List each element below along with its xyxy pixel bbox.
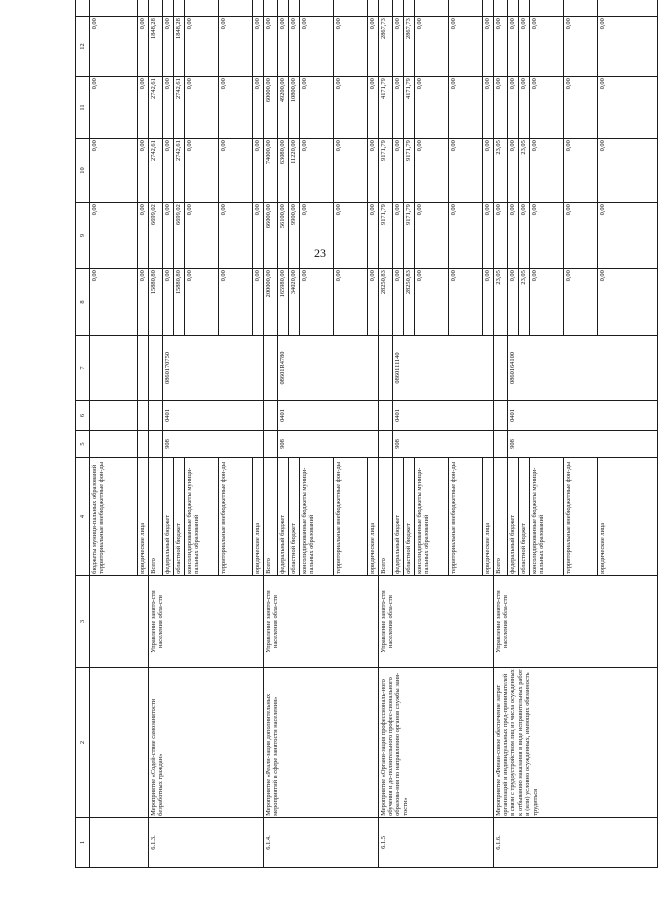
column-number: 12 <box>76 17 90 77</box>
budget-table <box>75 0 658 868</box>
executor: Управление занято-сти населения обла-сти <box>494 576 658 668</box>
amount-cell: 0,00 <box>138 139 149 203</box>
amount-cell: 0,00 <box>90 139 138 203</box>
amount-cell: 0,00 <box>530 17 564 77</box>
kbk-empty <box>264 336 278 401</box>
funding-source: областной бюджет <box>174 458 185 576</box>
amount-cell: 0,00 <box>253 269 264 336</box>
amount-cell: 0,00 <box>278 17 289 77</box>
column-number: 5 <box>76 431 90 458</box>
amount-cell: 0,00 <box>138 17 149 77</box>
amount-cell: 0,00 <box>219 269 253 336</box>
amount-cell: 0,00 <box>494 203 508 269</box>
amount-cell: 66000,00 <box>264 203 278 269</box>
amount-cell: 2742,61 <box>149 77 163 139</box>
column-number: 8 <box>76 269 90 336</box>
amount-cell: 0,00 <box>334 269 368 336</box>
table-row <box>149 0 163 868</box>
amount-cell: 9171,79 <box>404 139 415 203</box>
amount-cell: 0,00 <box>334 77 368 139</box>
section-code: 0401 <box>393 401 494 431</box>
executor <box>90 576 149 668</box>
amount-cell: 0,00 <box>253 203 264 269</box>
amount-cell: 2867,73 <box>379 17 393 77</box>
amount-cell: 0,00 <box>300 17 334 77</box>
event-code: 6.1.4. <box>264 818 379 868</box>
kbk-empty <box>264 431 278 458</box>
amount-cell: 6699,02 <box>174 203 185 269</box>
column-number: 4 <box>76 458 90 576</box>
amount-cell: 2742,61 <box>174 139 185 203</box>
kbk-empty <box>494 336 508 401</box>
amount-cell: 23,05 <box>494 139 508 203</box>
amount-cell: 0,00 <box>483 203 494 269</box>
rotated-table-frame <box>75 18 615 868</box>
amount-cell: 60000,00 <box>264 77 278 139</box>
amount-cell: 0,00 <box>393 77 404 139</box>
funding-source: юридические лица <box>368 458 379 576</box>
amount-cell: 0,00 <box>598 139 658 203</box>
funding-source: Всего <box>264 458 278 576</box>
amount-cell: 49200,00 <box>278 77 289 139</box>
amount-cell <box>219 0 253 17</box>
funding-source: юридические лица <box>483 458 494 576</box>
funding-source: консолидированные бюджеты муници-пальных образований <box>415 458 449 576</box>
amount-cell: 1848,28 <box>174 17 185 77</box>
event-code: 6.1.6. <box>494 818 658 868</box>
amount-cell: 0,00 <box>508 77 519 139</box>
kbk-empty <box>90 336 138 401</box>
event-name: Мероприятие «Содей-ствие самозанятости безработных граждан» <box>149 668 264 818</box>
amount-cell <box>598 0 658 17</box>
table-body <box>76 0 658 868</box>
amount-cell: 0,00 <box>564 139 598 203</box>
amount-cell: 0,00 <box>334 17 368 77</box>
grbs-code: 908 <box>278 431 379 458</box>
column-number: 10 <box>76 139 90 203</box>
amount-cell: 0,00 <box>449 77 483 139</box>
target-article-code: 0860170750 <box>163 336 264 401</box>
column-number: 1 <box>76 818 90 868</box>
target-article-code: 08601R4780 <box>278 336 379 401</box>
amount-cell: 0,00 <box>334 203 368 269</box>
amount-cell: 0,00 <box>530 77 564 139</box>
amount-cell: 0,00 <box>253 139 264 203</box>
amount-cell: 0,00 <box>415 77 449 139</box>
amount-cell: 0,00 <box>90 203 138 269</box>
amount-cell: 0,00 <box>219 77 253 139</box>
column-number: 11 <box>76 77 90 139</box>
amount-cell: 1848,28 <box>149 17 163 77</box>
amount-cell: 0,00 <box>483 269 494 336</box>
amount-cell: 0,00 <box>508 139 519 203</box>
funding-source: консолидированные бюджеты муници-пальных образований <box>300 458 334 576</box>
section-code <box>138 401 149 431</box>
funding-source: консолидированные бюджеты муници-пальных образований <box>185 458 219 576</box>
amount-cell: 15880,80 <box>174 269 185 336</box>
amount-cell <box>415 0 449 17</box>
amount-cell: 0,00 <box>90 17 138 77</box>
funding-source: Всего <box>379 458 393 576</box>
amount-cell: 9171,79 <box>379 139 393 203</box>
amount-cell <box>449 0 483 17</box>
amount-cell <box>90 0 138 17</box>
amount-cell: 0,00 <box>219 139 253 203</box>
funding-source: Всего <box>494 458 508 576</box>
funding-source: федеральный бюджет <box>508 458 519 576</box>
amount-cell: 0,00 <box>138 203 149 269</box>
section-code: 0401 <box>163 401 264 431</box>
kbk-empty <box>90 401 138 431</box>
amount-cell: 0,00 <box>138 269 149 336</box>
funding-source: Всего <box>149 458 163 576</box>
target-article-code: 0860111140 <box>393 336 494 401</box>
amount-cell <box>138 0 149 17</box>
amount-cell: 28250,83 <box>404 269 415 336</box>
event-code <box>90 818 149 868</box>
grbs-code: 908 <box>508 431 658 458</box>
amount-cell: 0,00 <box>449 17 483 77</box>
event-name <box>90 668 149 818</box>
amount-cell: 0,00 <box>508 269 519 336</box>
amount-cell: 9171,79 <box>379 203 393 269</box>
amount-cell <box>393 0 404 17</box>
amount-cell: 9900,00 <box>289 203 300 269</box>
table-row <box>379 0 393 868</box>
amount-cell: 0,00 <box>90 77 138 139</box>
amount-cell: 63080,00 <box>278 139 289 203</box>
funding-source: территориальные внебюджетные фон-ды <box>219 458 253 576</box>
amount-cell: 15880,80 <box>149 269 163 336</box>
page-number: 23 <box>314 246 326 260</box>
amount-cell: 0,00 <box>163 269 174 336</box>
executor: Управление занято-сти населения обла-сти <box>379 576 494 668</box>
amount-cell: 0,00 <box>185 203 219 269</box>
column-number: 6 <box>76 401 90 431</box>
funding-source: юридические лица <box>598 458 658 576</box>
amount-cell: 0,00 <box>163 139 174 203</box>
table-row <box>494 0 508 868</box>
amount-cell: 0,00 <box>334 139 368 203</box>
funding-source: юридические лица <box>138 458 149 576</box>
amount-cell: 0,00 <box>368 77 379 139</box>
amount-cell: 0,00 <box>300 203 334 269</box>
amount-cell: 200000,00 <box>264 269 278 336</box>
kbk-empty <box>149 431 163 458</box>
amount-cell: 0,00 <box>300 77 334 139</box>
amount-cell: 0,00 <box>449 139 483 203</box>
amount-cell <box>300 0 334 17</box>
grbs-code <box>138 431 149 458</box>
amount-cell: 0,00 <box>415 139 449 203</box>
amount-cell: 0,00 <box>253 77 264 139</box>
amount-cell <box>278 0 289 17</box>
amount-cell: 11220,00 <box>289 139 300 203</box>
amount-cell: 0,00 <box>508 17 519 77</box>
funding-source: федеральный бюджет <box>163 458 174 576</box>
amount-cell <box>519 0 530 17</box>
amount-cell: 0,00 <box>393 17 404 77</box>
amount-cell: 0,00 <box>219 203 253 269</box>
amount-cell: 0,00 <box>185 77 219 139</box>
kbk-empty <box>494 401 508 431</box>
column-number: 3 <box>76 576 90 668</box>
event-name: Мероприятие «Органи-зация профессиональ-ного обучения и до-полнительного профес-сионального образова-ния по направлению органов службы заня-тости» <box>379 668 494 818</box>
amount-cell <box>334 0 368 17</box>
amount-cell: 165980,00 <box>278 269 289 336</box>
amount-cell: 0,00 <box>185 139 219 203</box>
amount-cell: 0,00 <box>483 17 494 77</box>
amount-cell: 2742,61 <box>149 139 163 203</box>
kbk-empty <box>379 431 393 458</box>
amount-cell: 0,00 <box>393 139 404 203</box>
amount-cell: 2867,73 <box>404 17 415 77</box>
executor: Управление занято-сти населения обла-сти <box>149 576 264 668</box>
amount-cell: 28250,83 <box>379 269 393 336</box>
amount-cell: 0,00 <box>494 17 508 77</box>
amount-cell: 0,00 <box>530 203 564 269</box>
amount-cell: 56100,00 <box>278 203 289 269</box>
funding-source: федеральный бюджет <box>278 458 289 576</box>
amount-cell: 0,00 <box>564 269 598 336</box>
funding-source: областной бюджет <box>519 458 530 576</box>
amount-cell: 0,00 <box>90 269 138 336</box>
amount-cell: 0,00 <box>598 203 658 269</box>
amount-cell: 0,00 <box>368 139 379 203</box>
amount-cell: 0,00 <box>368 269 379 336</box>
amount-cell <box>149 0 163 17</box>
amount-cell: 0,00 <box>415 17 449 77</box>
amount-cell: 0,00 <box>483 139 494 203</box>
event-name: Мероприятие «Финан-совое обеспечение затрат организаций и индивидуальных пред-принимателей в связи с трудоустройством лиц из числа осужденных к отбыванию наказания в виде исправительных работ и (или) условно осужденных, имеющих обязанность трудиться <box>494 668 658 818</box>
amount-cell: 0,00 <box>415 203 449 269</box>
amount-cell: 0,00 <box>494 77 508 139</box>
rotated-table-area <box>75 18 615 868</box>
amount-cell: 0,00 <box>393 269 404 336</box>
amount-cell: 0,00 <box>300 139 334 203</box>
amount-cell <box>368 0 379 17</box>
event-name: Мероприятие «Реали-зация дополнительных мероприятий в сфере занятости населения» <box>264 668 379 818</box>
amount-cell: 0,00 <box>508 203 519 269</box>
amount-cell: 0,00 <box>598 17 658 77</box>
amount-cell: 0,00 <box>598 77 658 139</box>
amount-cell: 0,00 <box>449 269 483 336</box>
column-number <box>76 0 90 17</box>
amount-cell: 0,00 <box>564 17 598 77</box>
funding-source: юридические лица <box>253 458 264 576</box>
amount-cell: 0,00 <box>449 203 483 269</box>
kbk-empty <box>149 336 163 401</box>
kbk-empty <box>90 431 138 458</box>
section-code: 0401 <box>278 401 379 431</box>
section-code: 0401 <box>508 401 658 431</box>
amount-cell: 0,00 <box>185 17 219 77</box>
amount-cell: 23,05 <box>519 269 530 336</box>
amount-cell: 0,00 <box>163 17 174 77</box>
kbk-empty <box>494 431 508 458</box>
amount-cell: 0,00 <box>163 77 174 139</box>
amount-cell: 0,00 <box>415 269 449 336</box>
amount-cell <box>163 0 174 17</box>
amount-cell <box>174 0 185 17</box>
amount-cell: 0,00 <box>219 17 253 77</box>
column-number: 7 <box>76 336 90 401</box>
amount-cell: 0,00 <box>289 17 300 77</box>
amount-cell <box>483 0 494 17</box>
amount-cell: 23,05 <box>519 139 530 203</box>
kbk-empty <box>379 336 393 401</box>
kbk-empty <box>149 401 163 431</box>
funding-source: территориальные внебюджетные фон-ды <box>449 458 483 576</box>
target-article-code <box>138 336 149 401</box>
amount-cell: 9171,79 <box>404 203 415 269</box>
amount-cell <box>264 0 278 17</box>
amount-cell <box>564 0 598 17</box>
amount-cell: 0,00 <box>368 17 379 77</box>
amount-cell: 0,00 <box>163 203 174 269</box>
amount-cell: 0,00 <box>530 269 564 336</box>
amount-cell: 23,05 <box>494 269 508 336</box>
amount-cell <box>379 0 393 17</box>
amount-cell: 0,00 <box>519 203 530 269</box>
amount-cell: 0,00 <box>185 269 219 336</box>
column-number-row <box>76 0 90 868</box>
executor: Управление занято-сти населения обла-сти <box>264 576 379 668</box>
amount-cell <box>404 0 415 17</box>
amount-cell: 0,00 <box>564 77 598 139</box>
grbs-code: 908 <box>163 431 264 458</box>
funding-source: областной бюджет <box>404 458 415 576</box>
table-row <box>90 0 138 868</box>
kbk-empty <box>379 401 393 431</box>
amount-cell: 10800,00 <box>289 77 300 139</box>
kbk-empty <box>264 401 278 431</box>
amount-cell: 4171,79 <box>379 77 393 139</box>
amount-cell: 0,00 <box>564 203 598 269</box>
funding-source: областной бюджет <box>289 458 300 576</box>
amount-cell <box>530 0 564 17</box>
amount-cell: 0,00 <box>519 17 530 77</box>
amount-cell: 0,00 <box>264 17 278 77</box>
amount-cell <box>185 0 219 17</box>
amount-cell: 0,00 <box>368 203 379 269</box>
column-number: 9 <box>76 203 90 269</box>
amount-cell: 74000,00 <box>264 139 278 203</box>
amount-cell: 0,00 <box>483 77 494 139</box>
amount-cell: 0,00 <box>598 269 658 336</box>
amount-cell: 4171,79 <box>404 77 415 139</box>
amount-cell: 0,00 <box>393 203 404 269</box>
target-article-code: 0860164100 <box>508 336 658 401</box>
column-number: 2 <box>76 668 90 818</box>
funding-source: территориальные внебюджетные фон-ды <box>564 458 598 576</box>
amount-cell: 0,00 <box>253 17 264 77</box>
funding-source: федеральный бюджет <box>393 458 404 576</box>
amount-cell <box>289 0 300 17</box>
table-row <box>264 0 278 868</box>
amount-cell: 0,00 <box>519 77 530 139</box>
amount-cell: 2742,61 <box>174 77 185 139</box>
funding-source: территориальные внебюджетные фон-ды <box>334 458 368 576</box>
amount-cell: 0,00 <box>138 77 149 139</box>
amount-cell: 0,00 <box>530 139 564 203</box>
funding-source: бюджеты муници-пальных образований территориальные внебюджетные фон-ды <box>90 458 138 576</box>
amount-cell <box>494 0 508 17</box>
grbs-code: 908 <box>393 431 494 458</box>
amount-cell <box>508 0 519 17</box>
amount-cell: 0,00 <box>300 269 334 336</box>
amount-cell <box>253 0 264 17</box>
event-code: 6.1.5 <box>379 818 494 868</box>
event-code: 6.1.3. <box>149 818 264 868</box>
amount-cell: 34020,00 <box>289 269 300 336</box>
amount-cell: 6699,02 <box>149 203 163 269</box>
funding-source: консолидированные бюджеты муници-пальных образований <box>530 458 564 576</box>
